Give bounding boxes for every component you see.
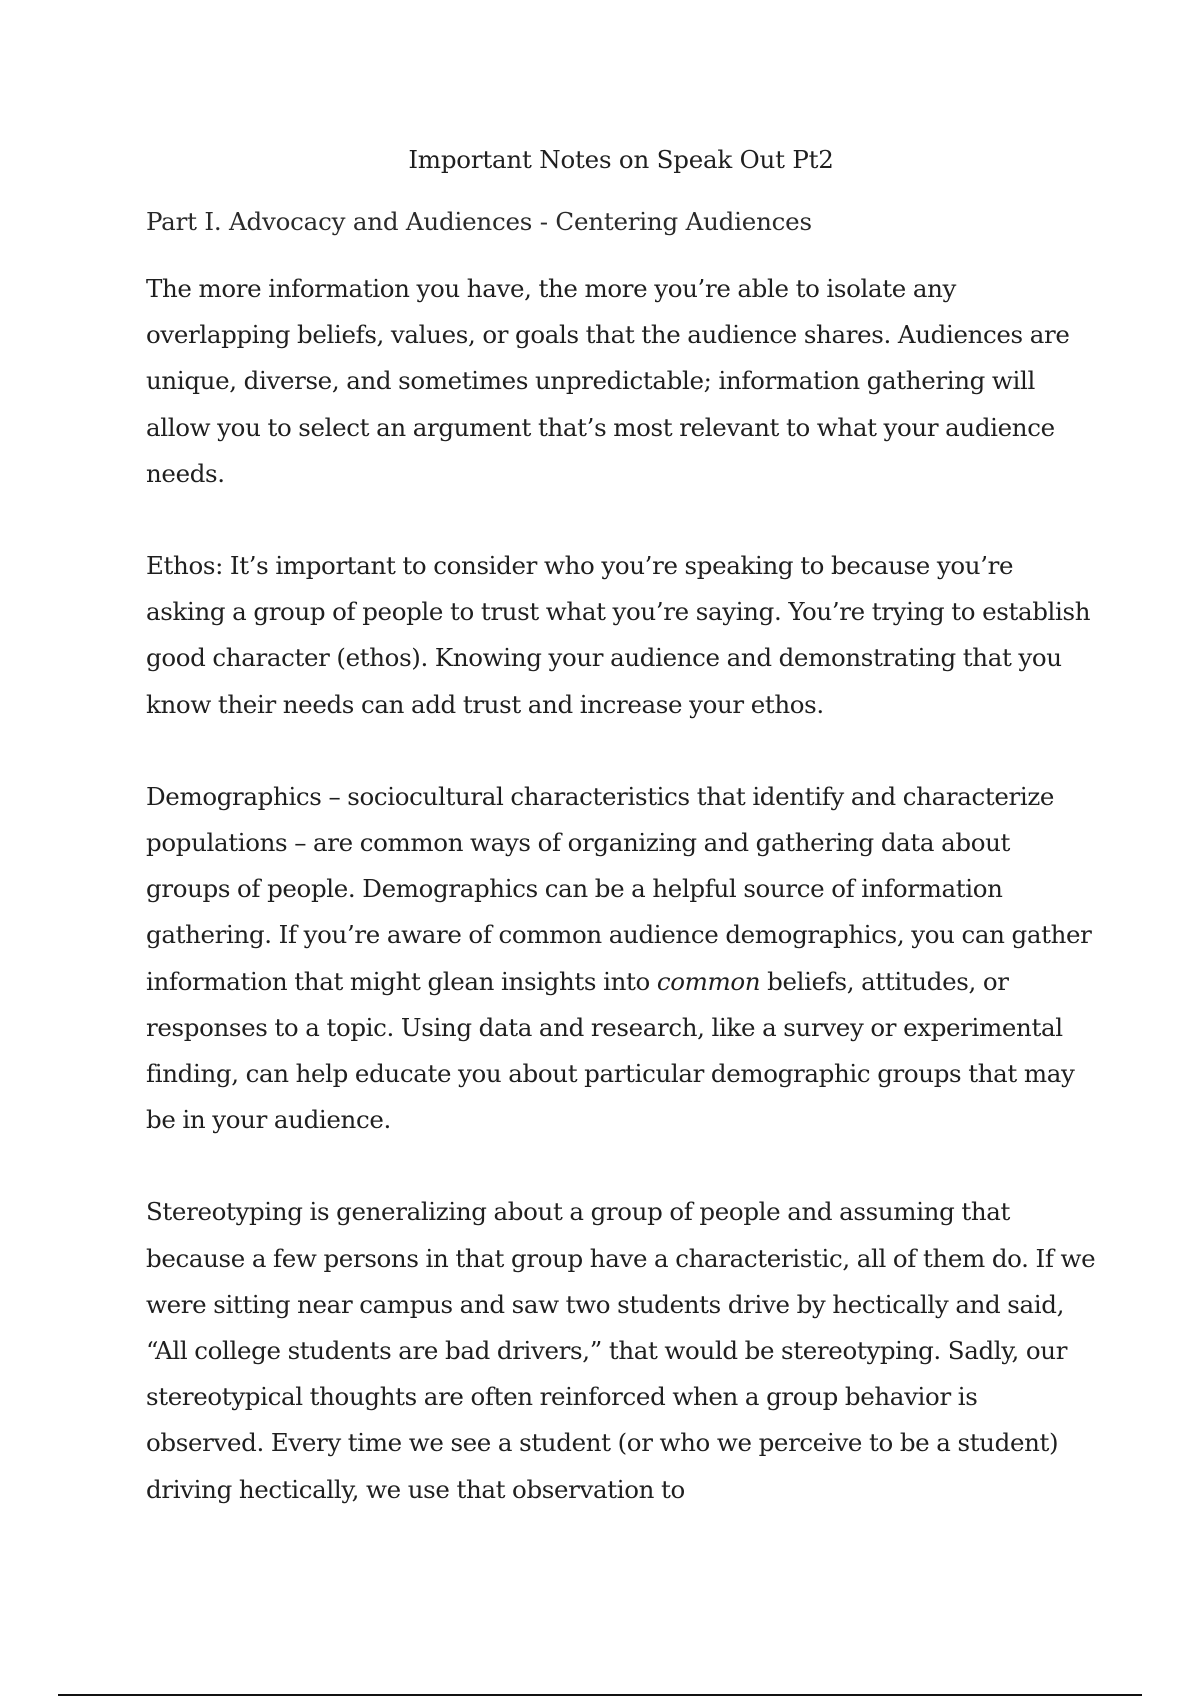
demographics-emphasis: common (656, 966, 761, 996)
demographics-text-after: beliefs, attitudes, or responses to a topic. Using data and research, like a survey or experimental finding, can help educate you about particular demographic groups that may be in your audience. (146, 966, 1075, 1135)
paragraph-ethos: Ethos: It’s important to consider who you’re speaking to because you’re asking a group of people to trust what you’re saying. You’re trying to establish good character (ethos). Knowing your audience and demonstrating that you know their needs can add trust and increase your ethos. (146, 551, 1091, 719)
section-heading: Part I. Advocacy and Audiences - Centering Audiences (146, 207, 812, 236)
document-title: Important Notes on Speak Out Pt2 (408, 145, 834, 174)
demographics-text-before: Demographics – sociocultural characteristics that identify and characterize populations – are common ways of organizing and gathering data about groups of people. Demographics can be a helpful source of information gathering. If you’re aware of common audience demographics, you can gather information that might glean insights into (146, 781, 1092, 996)
document-body (146, 142, 1096, 1559)
paragraph-stereotyping: Stereotyping is generalizing about a group of people and assuming that because a few persons in that group have a characteristic, all of them do. If we were sitting near campus and saw two students drive by hectically and said, “All college students are bad drivers,” that would be stereotyping. Sadly, our stereotypical thoughts are often reinforced when a group behavior is observed. Every time we see a student (or who we perceive to be a student) driving hectically, we use that observation to (146, 1197, 1096, 1504)
paragraph-demographics (146, 774, 1096, 1144)
page-bottom-divider (58, 1694, 1142, 1696)
paragraph-information-gathering: The more information you have, the more you’re able to isolate any overlapping beliefs, values, or goals that the audience shares. Audiences are unique, diverse, and sometimes unpredictable; information gathering will allow you to select an argument that’s most relevant to what your audience needs. (146, 274, 1070, 488)
